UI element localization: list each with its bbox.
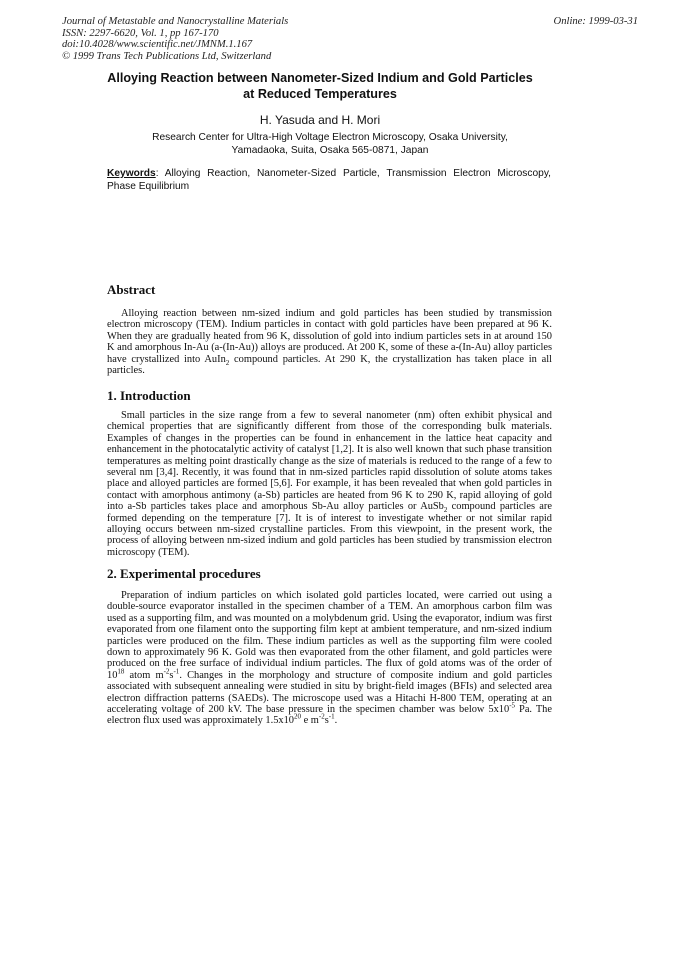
title-line-2: at Reduced Temperatures [243,87,397,101]
online-date: Online: 1999-03-31 [553,16,638,27]
journal-copyright: © 1999 Trans Tech Publications Ltd, Switzerland [62,50,272,62]
title-line-1: Alloying Reaction between Nanometer-Sized Indium and Gold Particles [107,71,533,85]
journal-issn: ISSN: 2297-6620, Vol. 1, pp 167-170 [62,27,219,39]
abstract-heading: Abstract [107,282,156,297]
introduction-heading: 1. Introduction [107,388,191,403]
journal-header [62,16,638,62]
experimental-heading: 2. Experimental procedures [107,566,261,581]
introduction-paragraph: Small particles in the size range from a few to several nanometer (nm) often exhibit physical and chemical properties that are significantly different from those of the corresponding bulk materials. Examples of changes in the properties can be found in enhancement in the lattice heat capacity and enhancement in the photocatalytic activity of catalyst [1,2]. It is also well known that such phase transition temperatures as melting point drastically change as the size of materials is reduced to the range of a few to several nm [3,4]. Recently, it was found that in nm-sized particles rapid dissolution of solute atoms takes place and alloyed particles are formed [5,6]. For example, it has been revealed that when gold particles in contact with amorphous antimony (a-Sb) particles are heated from 96 K to 290 K, rapid alloying of gold into a-Sb particles takes place and amorphous Sb-Au alloy particles or AuSb$_2$ compound particles are formed depending on the temperature [7]. It is of interest to investigate whether or not similar rapid alloying occurs between nm-sized crystalline particles. From this viewpoint, in the present work, the process of alloying between nm-sized indium and gold particles has been studied by transmission electron microscopy (TEM). [107,410,552,558]
paper-title [60,70,580,102]
keywords-text: : Alloying Reaction, Nanometer-Sized Particle, Transmission Electron Microscopy, Phase Equilibrium [107,168,551,192]
affiliation-line-1: Research Center for Ultra-High Voltage Electron Microscopy, Osaka University, [152,132,508,143]
abstract-paragraph: Alloying reaction between nm-sized indium and gold particles has been studied by transmission electron microscopy (TEM). Indium particles in contact with gold particles have been prepared at 96 K. When they are gradually heated from 96 K, dissolution of gold into indium particles sets in at around 150 K and amorphous In-Au (a-(In-Au)) alloys are produced. At 200 K, some of these a-(In-Au) alloy particles have crystallized into AuIn$_2$ compound particles. At 290 K, the crystallization has taken place in all particles. [107,308,553,377]
keywords [107,167,551,193]
keywords-label: Keywords [107,168,156,179]
journal-name: Journal of Metastable and Nanocrystalline Materials [62,16,289,27]
affiliation [60,131,600,157]
affiliation-line-2: Yamadaoka, Suita, Osaka 565-0871, Japan [231,145,429,156]
experimental-paragraph: Preparation of indium particles on which isolated gold particles located, were carried out using a double-source evaporator installed in the specimen chamber of a TEM. An amorphous carbon film was used as a supporting film, and was mounted on a molybdenum grid. Using the evaporator, indium was first evaporated from one filament onto the supporting film kept at ambient temperature, and nm-sized indium particles were produced on the film. These indium particles as well as the supporting film were cooled down to approximately 96 K. Gold was then evaporated from the other filament, and gold particles were produced on the free surface of individual indium particles. The flux of gold atoms was of the order of $10^{18}$ atom $m^{-2}s^{-1}$. Changes in the morphology and structure of composite indium and gold particles associated with subsequent annealing were studied in situ by bright-field images (BFIs) and selected area electron diffraction patterns (SAEDs). The microscope used was a Hitachi H-800 TEM, operating at an accelerating voltage of 200 kV. The base pressure in the specimen chamber was below $5x10^{-5}$ Pa. The electron flux used was approximately $1.5x10^{20}$ e $m^{-2}s^{-1}$. [107,590,552,727]
paper-authors: H. Yasuda and H. Mori [259,113,381,127]
journal-doi[interactable]: doi:10.4028/www.scientific.net/JMNM.1.167 [62,39,253,51]
